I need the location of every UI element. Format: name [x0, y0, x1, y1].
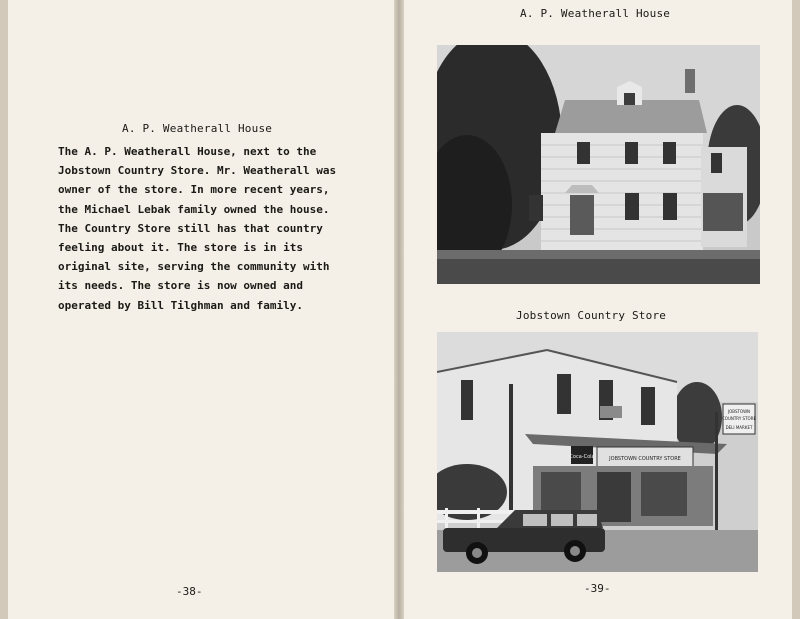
- body-line: feeling about it. The store is in its: [58, 241, 304, 255]
- awning-store-sign-text: JOBSTOWN COUNTRY STORE: [609, 456, 681, 462]
- body-line: the Michael Lebak family owned the house.: [58, 202, 330, 216]
- house-photo-caption: A. P. Weatherall House: [520, 7, 671, 20]
- house-illustration: [437, 45, 760, 284]
- body-line: original site, serving the community with: [58, 260, 330, 274]
- left-page-body: [58, 142, 337, 315]
- coca-cola-sign-text: Coca-Cola: [569, 454, 595, 460]
- body-line: Jobstown Country Store. Mr. Weatherall was: [58, 164, 337, 178]
- body-line: owner of the store. In more recent years,: [58, 183, 330, 197]
- store-sign-line1: JOBSTOWN: [727, 409, 751, 414]
- left-page-number: -38-: [176, 585, 203, 598]
- body-line: The Country Store still has that country: [58, 221, 323, 235]
- left-page-heading: A. P. Weatherall House: [122, 122, 273, 135]
- right-page-number: -39-: [584, 582, 611, 595]
- body-line: operated by Bill Tilghman and family.: [58, 298, 304, 312]
- body-line: its needs. The store is now owned and: [58, 279, 304, 293]
- weatherall-house-photo: [437, 45, 760, 284]
- jobstown-store-photo: [437, 332, 758, 572]
- right-page-edge: [792, 0, 800, 619]
- store-photo-caption: Jobstown Country Store: [516, 309, 667, 322]
- store-sign-line2: COUNTRY STORE: [722, 416, 756, 421]
- store-sign-line3: DELI MARKET: [725, 425, 753, 430]
- store-illustration: [437, 332, 758, 572]
- book-gutter: [394, 0, 404, 619]
- left-page-edge: [0, 0, 8, 619]
- body-line: The A. P. Weatherall House, next to the: [58, 145, 317, 158]
